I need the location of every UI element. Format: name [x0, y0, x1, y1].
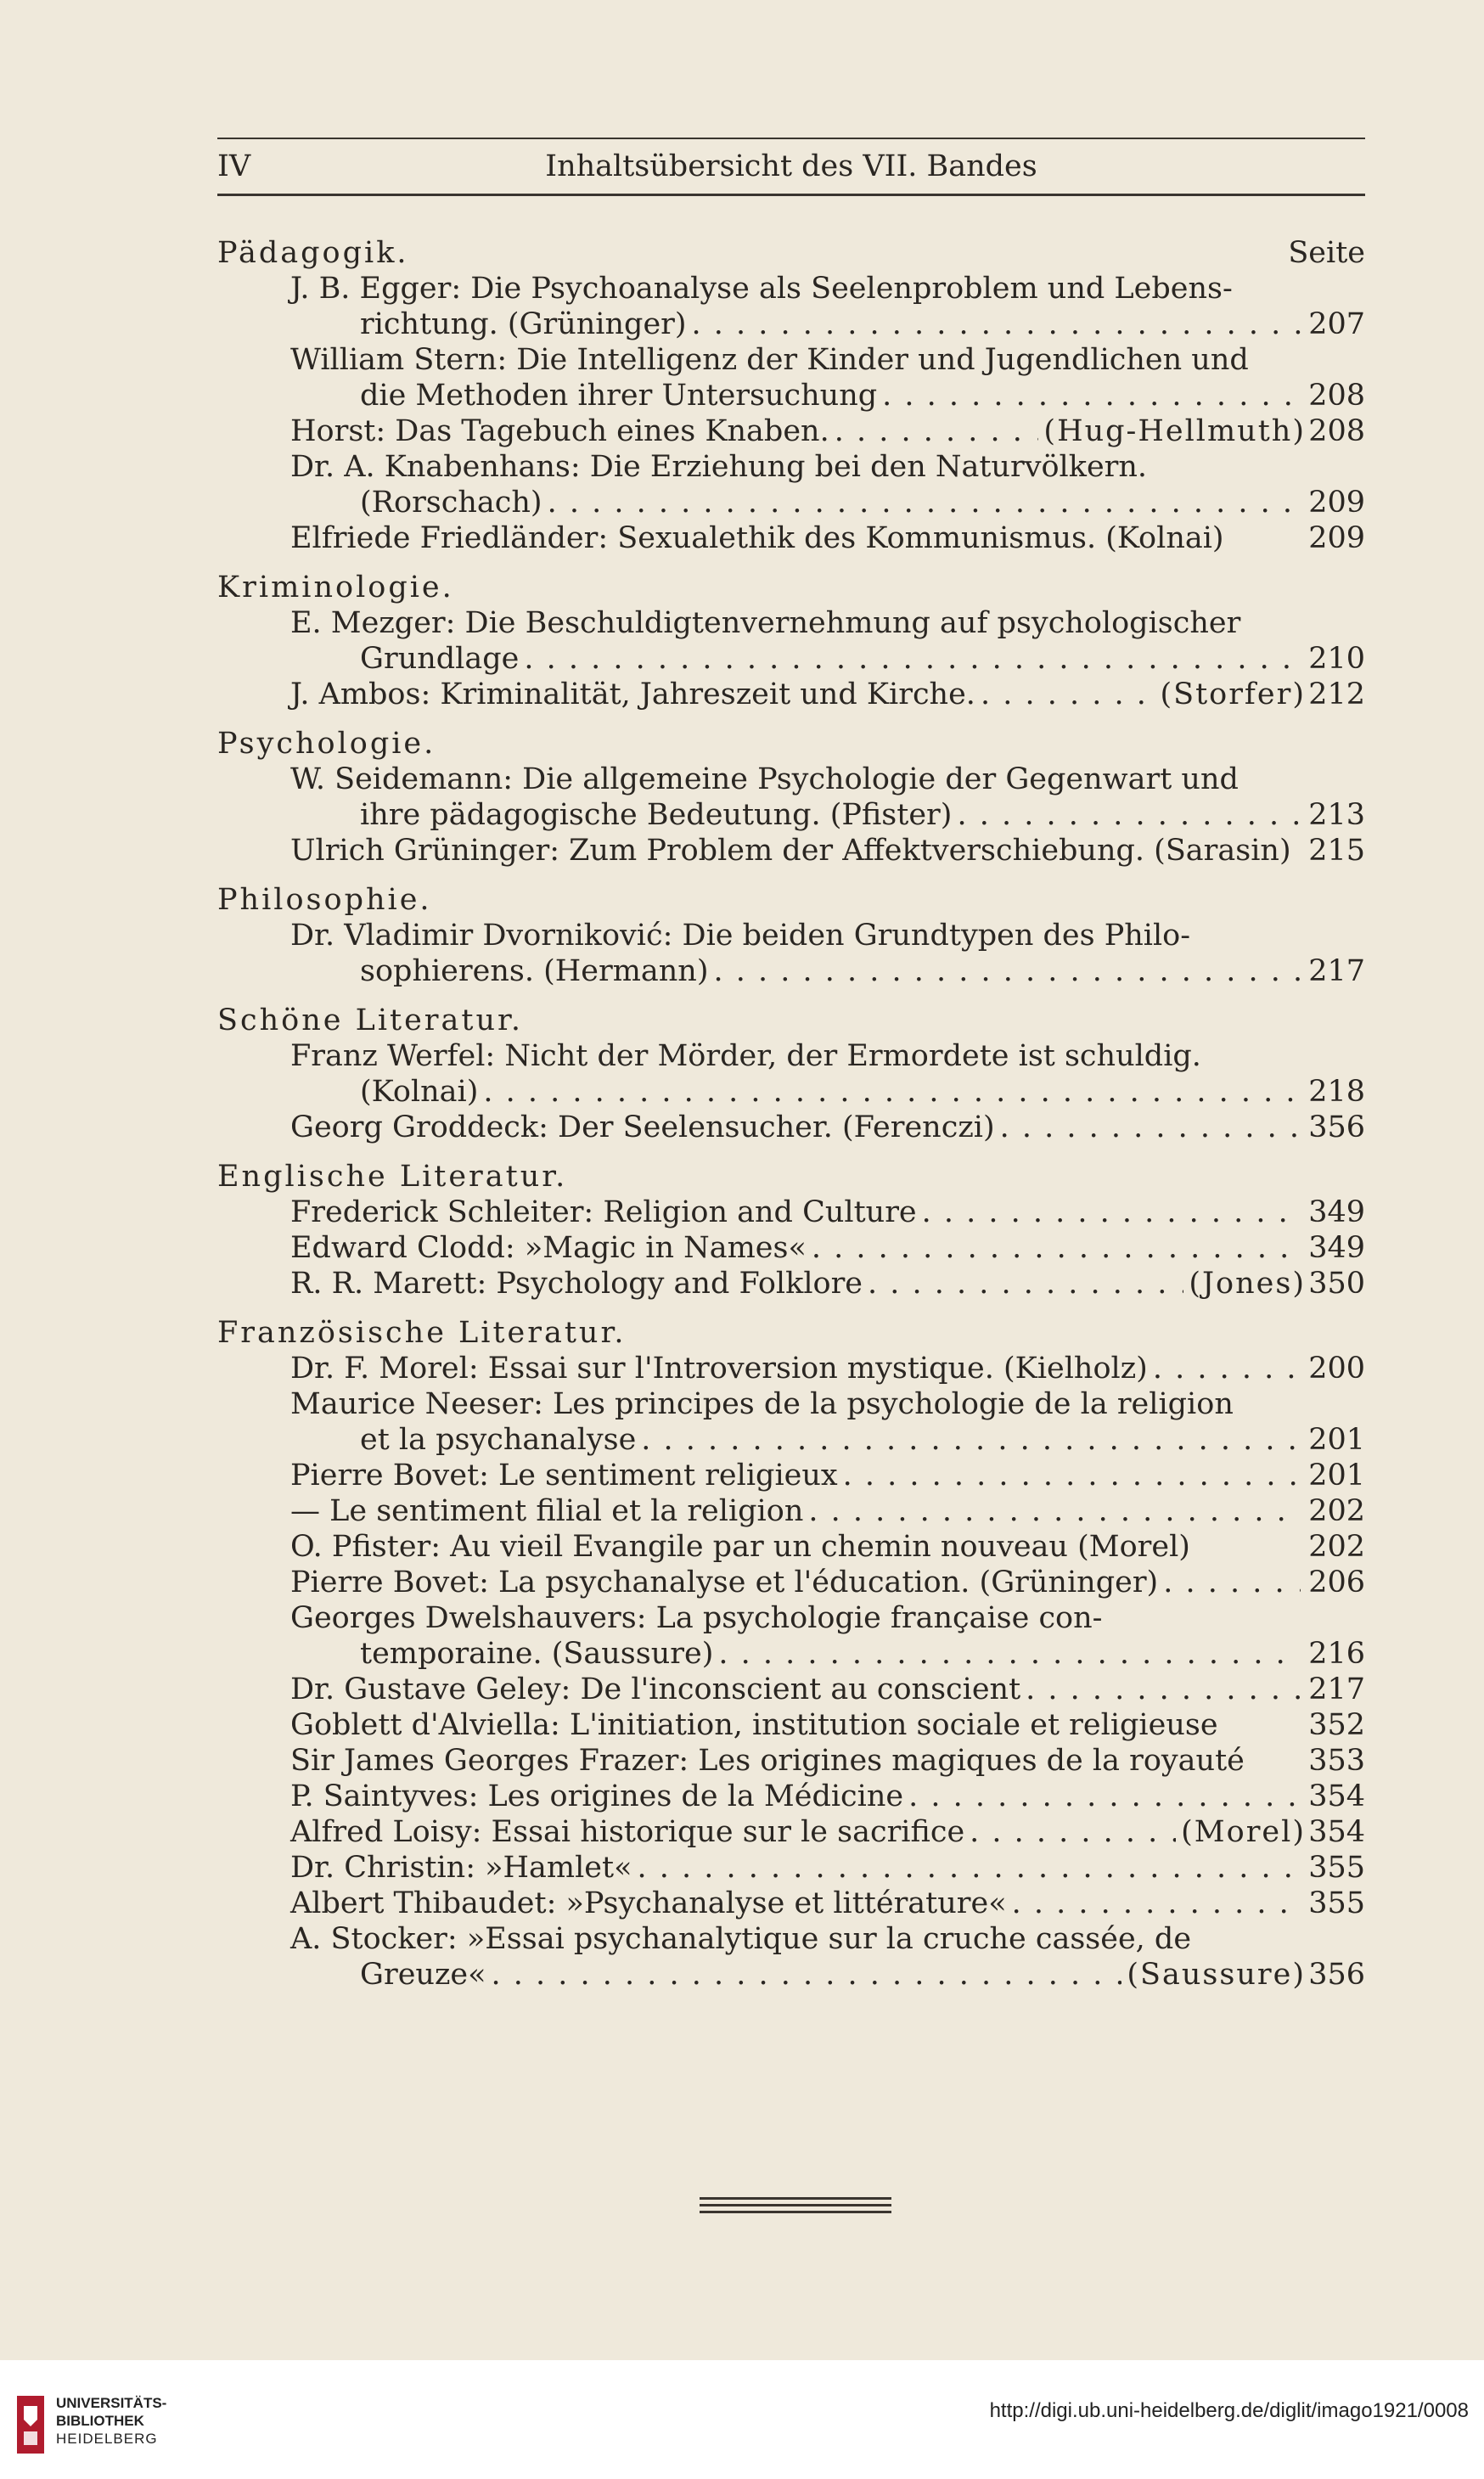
- page-number: 213: [1308, 798, 1365, 832]
- entry-text: Sir James Georges Frazer: Les origines magiques de la royauté: [290, 1744, 1245, 1778]
- entry-text: Dr. Vladimir Dvorniković: Die beiden Grundtypen des Philo-: [290, 919, 1191, 953]
- dot-leader: [638, 1850, 1301, 1886]
- entry-text: Maurice Neeser: Les principes de la psychologie de la religion: [290, 1387, 1234, 1421]
- header-top-rule: [217, 138, 1365, 139]
- page-number: 349: [1308, 1231, 1365, 1265]
- toc-entry-line: [217, 378, 1365, 413]
- section-heading: [217, 1003, 1365, 1038]
- dot-leader: [1000, 1110, 1301, 1145]
- toc-entry-line: [217, 1074, 1365, 1110]
- page-number: 208: [1308, 379, 1365, 413]
- page-number: 208: [1308, 414, 1365, 448]
- dot-leader: [957, 797, 1301, 833]
- toc-entry-line: [217, 306, 1365, 342]
- reviewer-name: (Saussure): [1127, 1958, 1306, 1992]
- page-number: 202: [1308, 1530, 1365, 1564]
- dot-leader: [1012, 1886, 1301, 1921]
- entry-text: J. Ambos: Kriminalität, Jahreszeit und Kirche.: [290, 677, 975, 711]
- page-number: 354: [1308, 1815, 1365, 1849]
- toc-entry-line: [217, 1636, 1365, 1672]
- toc-entry-line: [217, 762, 1365, 797]
- entry-text: Edward Clodd: »Magic in Names«: [290, 1231, 807, 1265]
- entry-text: Ulrich Grüninger: Zum Problem der Affektverschiebung. (Sarasin): [290, 834, 1291, 868]
- dot-leader: [835, 413, 1039, 449]
- page-number: 202: [1308, 1494, 1365, 1528]
- entry-text: (Rorschach): [360, 486, 542, 520]
- entry-text: Alfred Loisy: Essai historique sur le sacrifice: [290, 1815, 965, 1849]
- section-heading: [217, 1159, 1365, 1195]
- section-heading: [217, 726, 1365, 762]
- toc-entry-line: [217, 1850, 1365, 1886]
- page-number: 356: [1308, 1958, 1365, 1992]
- toc-entry-line: [217, 1743, 1365, 1779]
- entry-text: Georges Dwelshauvers: La psychologie française con-: [290, 1601, 1103, 1635]
- page-number: 356: [1308, 1110, 1365, 1144]
- dot-leader: [868, 1266, 1183, 1301]
- dot-leader: [981, 677, 1155, 712]
- entry-text: (Kolnai): [360, 1075, 479, 1109]
- entry-text: Dr. F. Morel: Essai sur l'Introversion mystique. (Kielholz): [290, 1352, 1148, 1386]
- entry-text: Dr. Christin: »Hamlet«: [290, 1851, 632, 1885]
- entry-text: William Stern: Die Intelligenz der Kinder und Jugendlichen und: [290, 343, 1249, 377]
- entry-text: et la psychanalyse: [360, 1423, 637, 1457]
- page-number: 355: [1308, 1886, 1365, 1920]
- dot-leader: [548, 485, 1301, 520]
- toc-entry-line: [217, 1351, 1365, 1386]
- section-title: Schöne Literatur.: [217, 1003, 524, 1037]
- page-number: 216: [1308, 1637, 1365, 1671]
- toc-entry-line: [217, 1422, 1365, 1458]
- page-number: 206: [1308, 1566, 1365, 1599]
- dot-leader: [812, 1230, 1301, 1266]
- page-number: 350: [1308, 1267, 1365, 1301]
- entry-text: Elfriede Friedländer: Sexualethik des Kommunismus. (Kolnai): [290, 521, 1224, 555]
- toc-entry-line: [217, 1565, 1365, 1600]
- entry-text: R. R. Marett: Psychology and Folklore: [290, 1267, 863, 1301]
- section-title: Philosophie.: [217, 883, 432, 917]
- end-ornament-rule: [700, 2211, 891, 2213]
- entry-text: Dr. A. Knabenhans: Die Erziehung bei den Naturvölkern.: [290, 450, 1148, 484]
- page-number: 218: [1308, 1075, 1365, 1109]
- dot-leader: [970, 1814, 1176, 1850]
- toc-entry-line: [217, 413, 1365, 449]
- entry-text: Goblett d'Alviella: L'initiation, institution sociale et religieuse: [290, 1708, 1218, 1742]
- entry-text: O. Pfister: Au vieil Evangile par un chemin nouveau (Morel): [290, 1530, 1190, 1564]
- dot-leader: [1153, 1351, 1301, 1386]
- section-title: Englische Literatur.: [217, 1160, 568, 1194]
- dot-leader: [843, 1458, 1301, 1493]
- entry-text: die Methoden ihrer Untersuchung: [360, 379, 878, 413]
- table-of-contents: [217, 235, 1365, 1993]
- end-ornament-rule: [700, 2197, 891, 2200]
- entry-text: — Le sentiment filial et la religion: [290, 1494, 804, 1528]
- dot-leader: [1026, 1672, 1301, 1707]
- logo-line: BIBLIOTHEK: [56, 2413, 144, 2429]
- entry-text: Pierre Bovet: La psychanalyse et l'éducation. (Grüninger): [290, 1566, 1159, 1599]
- toc-entry-line: [217, 520, 1365, 556]
- dot-leader: [641, 1422, 1301, 1458]
- reviewer-name: (Storfer): [1160, 677, 1306, 711]
- dot-leader: [908, 1779, 1301, 1814]
- page-number: 355: [1308, 1851, 1365, 1885]
- end-ornament-rule: [700, 2204, 891, 2206]
- running-header: [217, 141, 1365, 192]
- page-number: 209: [1308, 521, 1365, 555]
- toc-entry-line: [217, 485, 1365, 520]
- section-heading: [217, 570, 1365, 605]
- section-heading: [217, 1315, 1365, 1351]
- page-number: 200: [1308, 1352, 1365, 1386]
- toc-entry-line: [217, 833, 1365, 868]
- page-number: 354: [1308, 1779, 1365, 1813]
- toc-entry-line: [217, 641, 1365, 677]
- logo-line: HEIDELBERG: [56, 2431, 158, 2447]
- page-number: 217: [1308, 1672, 1365, 1706]
- dot-leader: [692, 306, 1301, 342]
- dot-leader: [714, 953, 1301, 989]
- section-title: Französische Literatur.: [217, 1316, 627, 1350]
- dot-leader: [922, 1195, 1301, 1230]
- toc-entry-line: [217, 1195, 1365, 1230]
- dot-leader: [524, 641, 1301, 677]
- toc-entry-line: [217, 1493, 1365, 1529]
- toc-entry-line: [217, 1266, 1365, 1301]
- toc-entry-line: [217, 1038, 1365, 1074]
- page-number: 353: [1308, 1744, 1365, 1778]
- library-logo-text: [56, 2394, 166, 2448]
- library-logo-icon: [15, 2394, 46, 2455]
- reviewer-name: (Hug-Hellmuth): [1043, 414, 1306, 448]
- toc-entry-line: [217, 449, 1365, 485]
- entry-text: P. Saintyves: Les origines de la Médicine: [290, 1779, 904, 1813]
- toc-entry-line: [217, 342, 1365, 378]
- permalink-url[interactable]: http://digi.ub.uni-heidelberg.de/diglit/imago1921/0008: [989, 2399, 1469, 2422]
- toc-entry-line: [217, 1458, 1365, 1493]
- entry-text: Greuze«: [360, 1958, 486, 1992]
- entry-text: ihre pädagogische Bedeutung. (Pfister): [360, 798, 953, 832]
- section-title: Psychologie.: [217, 727, 436, 761]
- dot-leader: [1163, 1565, 1301, 1600]
- toc-entry-line: [217, 1529, 1365, 1565]
- dot-leader: [882, 378, 1301, 413]
- entry-text: richtung. (Grüninger): [360, 307, 687, 341]
- toc-entry-line: [217, 918, 1365, 953]
- entry-text: Dr. Gustave Geley: De l'inconscient au conscient: [290, 1672, 1021, 1706]
- entry-text: Grundlage: [360, 642, 520, 676]
- dot-leader: [718, 1636, 1301, 1672]
- toc-entry-line: [217, 1672, 1365, 1707]
- logo-line: UNIVERSITÄTS-: [56, 2395, 167, 2411]
- running-title: Inhaltsübersicht des VII. Bandes: [545, 149, 1037, 183]
- entry-text: Albert Thibaudet: »Psychanalyse et littérature«: [290, 1886, 1007, 1920]
- viewer-footer: [0, 2360, 1484, 2479]
- entry-text: temporaine. (Saussure): [360, 1637, 714, 1671]
- page-number: 209: [1308, 486, 1365, 520]
- section-heading: [217, 235, 1365, 271]
- toc-entry-line: [217, 1386, 1365, 1422]
- toc-entry-line: [217, 1779, 1365, 1814]
- toc-entry-line: [217, 1921, 1365, 1957]
- toc-entry-line: [217, 271, 1365, 306]
- toc-entry-line: [217, 1230, 1365, 1266]
- header-bottom-rule: [217, 194, 1365, 196]
- entry-text: sophierens. (Hermann): [360, 954, 709, 988]
- toc-entry-line: [217, 953, 1365, 989]
- entry-text: Pierre Bovet: Le sentiment religieux: [290, 1459, 838, 1492]
- toc-entry-line: [217, 605, 1365, 641]
- entry-text: W. Seidemann: Die allgemeine Psychologie der Gegenwart und: [290, 762, 1239, 796]
- reviewer-name: (Morel): [1181, 1815, 1306, 1849]
- toc-entry-line: [217, 1600, 1365, 1636]
- section-title: Pädagogik.: [217, 236, 409, 270]
- toc-entry-line: [217, 1110, 1365, 1145]
- entry-text: Horst: Das Tagebuch eines Knaben.: [290, 414, 829, 448]
- page-number: 217: [1308, 954, 1365, 988]
- page-number: 201: [1308, 1423, 1365, 1457]
- page-column-label: Seite: [1288, 236, 1365, 270]
- entry-text: J. B. Egger: Die Psychoanalyse als Seelenproblem und Lebens-: [290, 272, 1233, 306]
- toc-entry-line: [217, 797, 1365, 833]
- page-number: 349: [1308, 1195, 1365, 1229]
- toc-entry-line: [217, 1814, 1365, 1850]
- entry-text: Georg Groddeck: Der Seelensucher. (Ferenczi): [290, 1110, 995, 1144]
- toc-entry-line: [217, 677, 1365, 712]
- dot-leader: [483, 1074, 1301, 1110]
- reviewer-name: (Jones): [1189, 1267, 1306, 1301]
- page-number: 215: [1308, 834, 1365, 868]
- toc-entry-line: [217, 1957, 1365, 1993]
- entry-text: Franz Werfel: Nicht der Mörder, der Ermordete ist schuldig.: [290, 1039, 1201, 1073]
- page-number: 212: [1308, 677, 1365, 711]
- section-title: Kriminologie.: [217, 571, 454, 604]
- page-number: 207: [1308, 307, 1365, 341]
- entry-text: E. Mezger: Die Beschuldigtenvernehmung auf psychologischer: [290, 606, 1241, 640]
- page-number: 210: [1308, 642, 1365, 676]
- toc-entry-line: [217, 1707, 1365, 1743]
- dot-leader: [808, 1493, 1301, 1529]
- dot-leader: [492, 1957, 1122, 1993]
- entry-text: A. Stocker: »Essai psychanalytique sur la cruche cassée, de: [290, 1922, 1192, 1956]
- page-number: 352: [1308, 1708, 1365, 1742]
- toc-entry-line: [217, 1886, 1365, 1921]
- entry-text: Frederick Schleiter: Religion and Culture: [290, 1195, 917, 1229]
- section-heading: [217, 882, 1365, 918]
- page-number-roman: IV: [217, 149, 251, 183]
- page-number: 201: [1308, 1459, 1365, 1492]
